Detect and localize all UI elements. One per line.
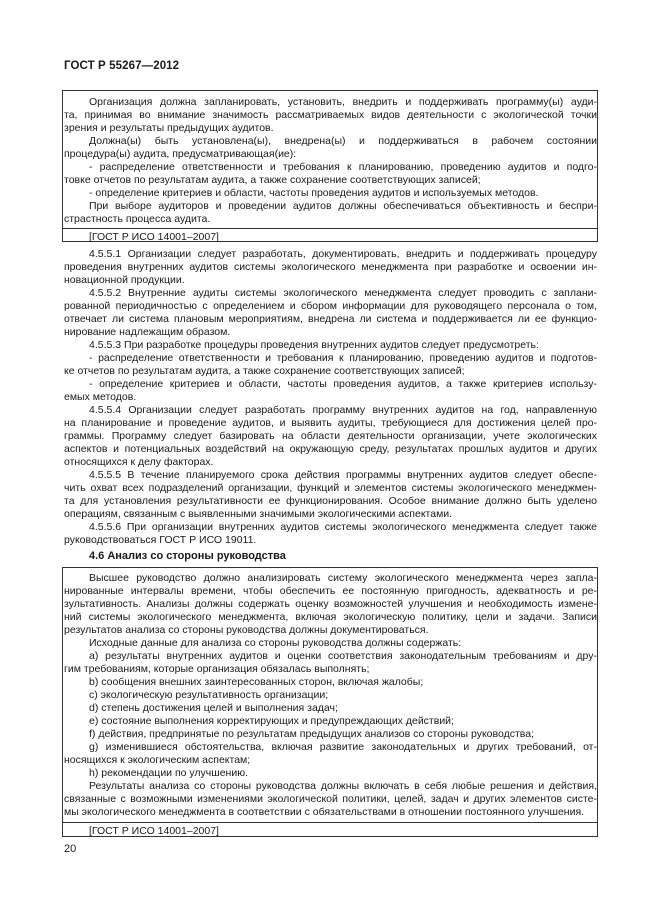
text-line: a) результаты внутренних аудитов и оценки соответствия законодательным требованиям и дру-: [89, 650, 597, 662]
text-line: 4.5.5.4 Организации следует разработать программу внутренних аудитов на год, направленную: [89, 404, 597, 416]
text-line: операциям, связанным с выявленными значимыми экологическими аспектами.: [64, 508, 453, 520]
text-line: g) изменившиеся обстоятельства, включая развитие законодательных и других требований, от-: [89, 741, 597, 753]
text-line: нированные интервалы времени, чтобы обеспечить ее постоянную пригодность, адекватность и ре-: [64, 585, 597, 597]
text-line: чить охват всех подразделений организации, функций и элементов системы экологического менеджмен-: [64, 482, 597, 494]
text-line: относящихся к делу факторах.: [64, 456, 214, 468]
text-line: граммы. Программу следует базировать на области деятельности организации, учете экологических: [64, 430, 597, 442]
quote-reference: [ГОСТ Р ИСО 14001–2007]: [63, 228, 597, 244]
text-line: e) состояние выполнения корректирующих и предупреждающих действий;: [89, 715, 454, 727]
text-line: зрения и результаты предыдущих аудитов.: [64, 122, 274, 134]
text-line: новационной продукции.: [64, 274, 185, 286]
standard-header: ГОСТ Р 55267—2012: [64, 60, 180, 72]
text-line: - распределение ответственности и требования к планированию, проведению аудитов и подго-: [89, 161, 597, 173]
text-line: мы экологического менеджмента в соответствии с обязательствами в отношении постоянного улучшения.: [64, 806, 585, 818]
text-line: руководствоваться ГОСТ Р ИСО 19011.: [64, 534, 257, 546]
text-line: гим требованиям, которые организация обязалась выполнять;: [64, 663, 370, 675]
text-line: d) степень достижения целей и выполнения задач;: [89, 702, 338, 714]
text-line: нирование надлежащим образом.: [64, 326, 231, 338]
text-line: 4.5.5.6 При организации внутренних аудитов системы экологического менеджмента следует также: [89, 521, 597, 533]
quote-reference: [ГОСТ Р ИСО 14001–2007]: [63, 822, 597, 838]
text-line: 4.5.5.1 Организации следует разработать, документировать, внедрить и поддерживать процедуру: [89, 248, 597, 260]
text-line: Исходные данные для анализа со стороны руководства должны содержать:: [89, 637, 462, 649]
text-line: Высшее руководство должно анализировать систему экологического менеджмента через запла-: [89, 572, 597, 584]
text-line: рованной периодичностью с определением и сбором информации для руководящего персонала о том,: [64, 300, 597, 312]
text-line: Организация должна запланировать, установить, внедрить и поддерживать программу(ы) ауди-: [89, 96, 597, 108]
text-line: носящихся к экологическим аспектам;: [64, 754, 251, 766]
text-line: b) сообщения внешних заинтересованных сторон, включая жалобы;: [89, 676, 424, 688]
text-line: емых методов.: [64, 391, 137, 403]
text-line: c) экологическую результативность организации;: [89, 689, 329, 701]
text-line: Должна(ы) быть установлена(ы), внедрена(ы) и поддерживаться в рабочем состоянии: [89, 135, 597, 147]
text-line: - распределение ответственности и требования к планированию, проведению аудитов и подготов-: [89, 352, 597, 364]
text-line: ке отчетов по результатам аудита, а также сохранение соответствующих записей;: [64, 365, 465, 377]
text-line: - определение критериев и области, частоты проведения аудитов и используемых методов.: [89, 187, 539, 199]
section-title: 4.6 Анализ со стороны руководства: [89, 550, 286, 562]
text-line: связанные с возможными изменениями экологической политики, целей, задач и других элементов систе-: [64, 793, 597, 805]
text-line: 4.5.5.5 В течение планируемого срока действия программы внутренних аудитов следует обеспе-: [89, 469, 597, 481]
text-line: процедура(ы) аудита, предусматривающая(ие):: [64, 148, 297, 160]
text-line: Результаты анализа со стороны руководства должны включать в себя любые решения и действия,: [89, 780, 597, 792]
text-line: 4.5.5.3 При разработке процедуры проведения внутренних аудитов следует предусмотреть:: [89, 339, 539, 351]
text-line: товке отчетов по результатам аудита, а также сохранение соответствующих записей;: [64, 174, 481, 186]
page-number: 20: [64, 843, 77, 855]
text-line: h) рекомендации по улучшению.: [89, 767, 248, 779]
text-line: При выборе аудиторов и проведении аудитов должны обеспечиваться объективность и беспри-: [89, 200, 597, 212]
text-line: 4.5.5.2 Внутренние аудиты системы экологического менеджмента следует проводить с заплани-: [89, 287, 597, 299]
text-line: аспектов и потенциальных воздействий на окружающую среду, результатах прошлых аудитов и других: [64, 443, 597, 455]
text-line: страстность процесса аудита.: [64, 213, 211, 225]
text-line: та для установления результативности ее функционирования. Особое внимание должно быть уделено: [64, 495, 597, 507]
text-line: результатов анализа со стороны руководства должны документироваться.: [64, 624, 429, 636]
text-line: ний системы экологического менеджмента, включая экологическую политику, цели и задачи. Записи: [64, 611, 597, 623]
text-line: на планирование и проведение аудитов, и выявить аудиты, требующиеся для достижения целей про-: [64, 417, 597, 429]
text-line: f) действия, предпринятые по результатам предыдущих анализов со стороны руководства;: [89, 728, 534, 740]
text-line: - определение критериев и области, частоты проведения аудитов, а также критериев использу-: [89, 378, 597, 390]
text-line: зультативность. Анализы должны содержать оценку возможностей улучшения и необходимость измене-: [64, 598, 597, 610]
text-line: отвечает ли система плановым мероприятиям, внедрена ли система и поддерживается ли ее функцио-: [64, 313, 597, 325]
text-line: проведения внутренних аудитов системы экологического менеджмента при разработке и освоении ин-: [64, 261, 597, 273]
text-line: та, принимая во внимание значимость рассматриваемых видов деятельности с экологической точки: [64, 109, 597, 121]
